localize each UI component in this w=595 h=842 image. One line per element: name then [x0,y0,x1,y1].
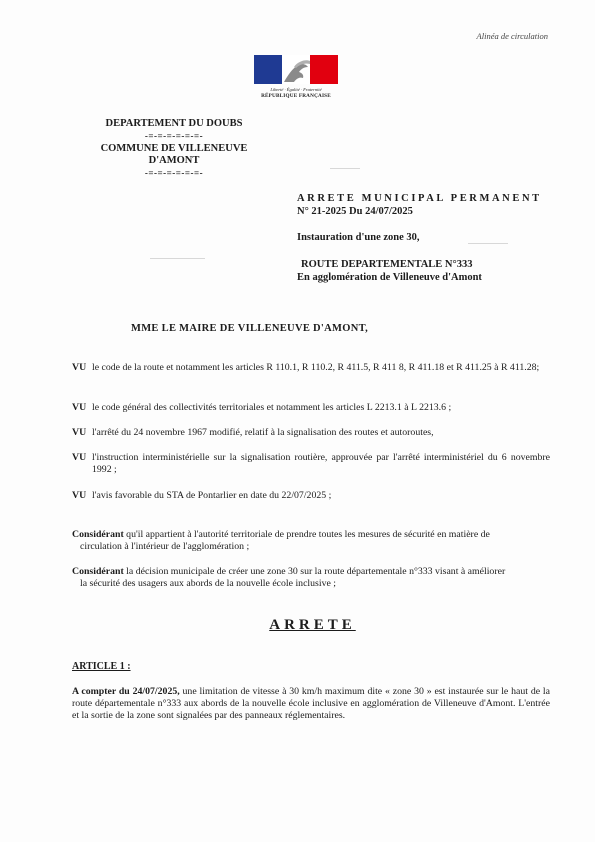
article-lead: A compter du 24/07/2025, [72,686,180,697]
vu-text: l'avis favorable du STA de Pontarlier en date du 22/07/2025 ; [92,490,332,501]
decree-subject: Instauration d'une zone 30, [297,232,420,243]
separator: -=-=-=-=-=-=- [144,130,204,141]
considerant-label: Considérant [72,529,124,540]
considerant-text: qu'il appartient à l'autorité territoriale de prendre toutes les mesures de sécurité en matière de [126,529,490,540]
considerant-item [72,566,550,590]
vu-label: VU [72,402,87,413]
arrete-title: ARRETE [269,617,356,633]
department-name: DEPARTEMENT DU DOUBS [105,118,243,129]
top-note: Alinéa de circulation [476,31,548,41]
considerant-item [72,529,550,553]
scan-speck [330,168,360,169]
marianne-flag-icon [254,55,338,84]
article-heading: ARTICLE 1 : [72,661,131,672]
considerant-first-line [72,529,550,541]
vu-label: VU [72,490,87,501]
article-body [72,686,550,722]
considerant-continuation: la sécurité des usagers aux abords de la nouvelle école inclusive ; [80,578,336,589]
considerant-label: Considérant [72,566,124,577]
scan-speck [468,243,508,244]
vu-text: le code de la route et notamment les articles R 110.1, R 110.2, R 411.5, R 411 8, R 411.18 et R 411.25 à R 411.28; [92,362,540,373]
considerant-first-line [72,566,550,578]
vu-item [72,402,550,414]
commune-name-line1: COMMUNE DE VILLENEUVE [100,142,248,154]
vu-label: VU [72,452,87,463]
vu-text: l'arrêté du 24 novembre 1967 modifié, relatif à la signalisation des routes et autoroutes, [92,427,434,438]
vu-item [72,427,550,439]
decree-number: N° 21-2025 Du 24/07/2025 [297,206,413,217]
decree-location: En agglomération de Villeneuve d'Amont [297,272,482,283]
vu-text: le code général des collectivités territoriales et notamment les articles L 2213.1 à L 2213.6 ; [92,402,452,413]
vu-item [72,452,550,476]
mayor-line: MME LE MAIRE DE VILLENEUVE D'AMONT, [131,323,369,334]
considerant-continuation: circulation à l'intérieur de l'agglomération ; [80,541,250,552]
republic-name: RÉPUBLIQUE FRANÇAISE [261,93,331,99]
decree-header [297,192,542,218]
article-text: une limitation de vitesse à 30 km/h maximum dite « zone 30 » est instaurée sur le haut de la route départementale n°333 aux abords de la nouvelle école inclusive en agglomération de Villeneuve d'Amont. L'entrée et la sortie de la zone sont signalées par des panneaux réglementaires. [72,686,550,721]
vu-label: VU [72,362,87,373]
scan-speck [150,258,205,259]
vu-label: VU [72,427,87,438]
vu-item [72,362,550,374]
considerant-text: la décision municipale de créer une zone 30 sur la route départementale n°333 visant à améliorer [126,566,506,577]
separator: -=-=-=-=-=-=- [144,167,204,178]
commune-name-line2: D'AMONT [148,155,200,166]
decree-road-block [297,258,482,284]
republic-logo [254,55,338,99]
decree-road: ROUTE DEPARTEMENTALE N°333 [301,259,473,270]
decree-title: ARRETE MUNICIPAL PERMANENT [297,193,542,204]
vu-text: l'instruction interministérielle sur la signalisation routière, approuvée par l'arrêté interministériel du 6 novembre 1992 ; [92,452,550,475]
vu-item [72,490,550,502]
issuer-block [86,118,262,180]
republic-motto: Liberté · Égalité · Fraternité [270,87,322,92]
